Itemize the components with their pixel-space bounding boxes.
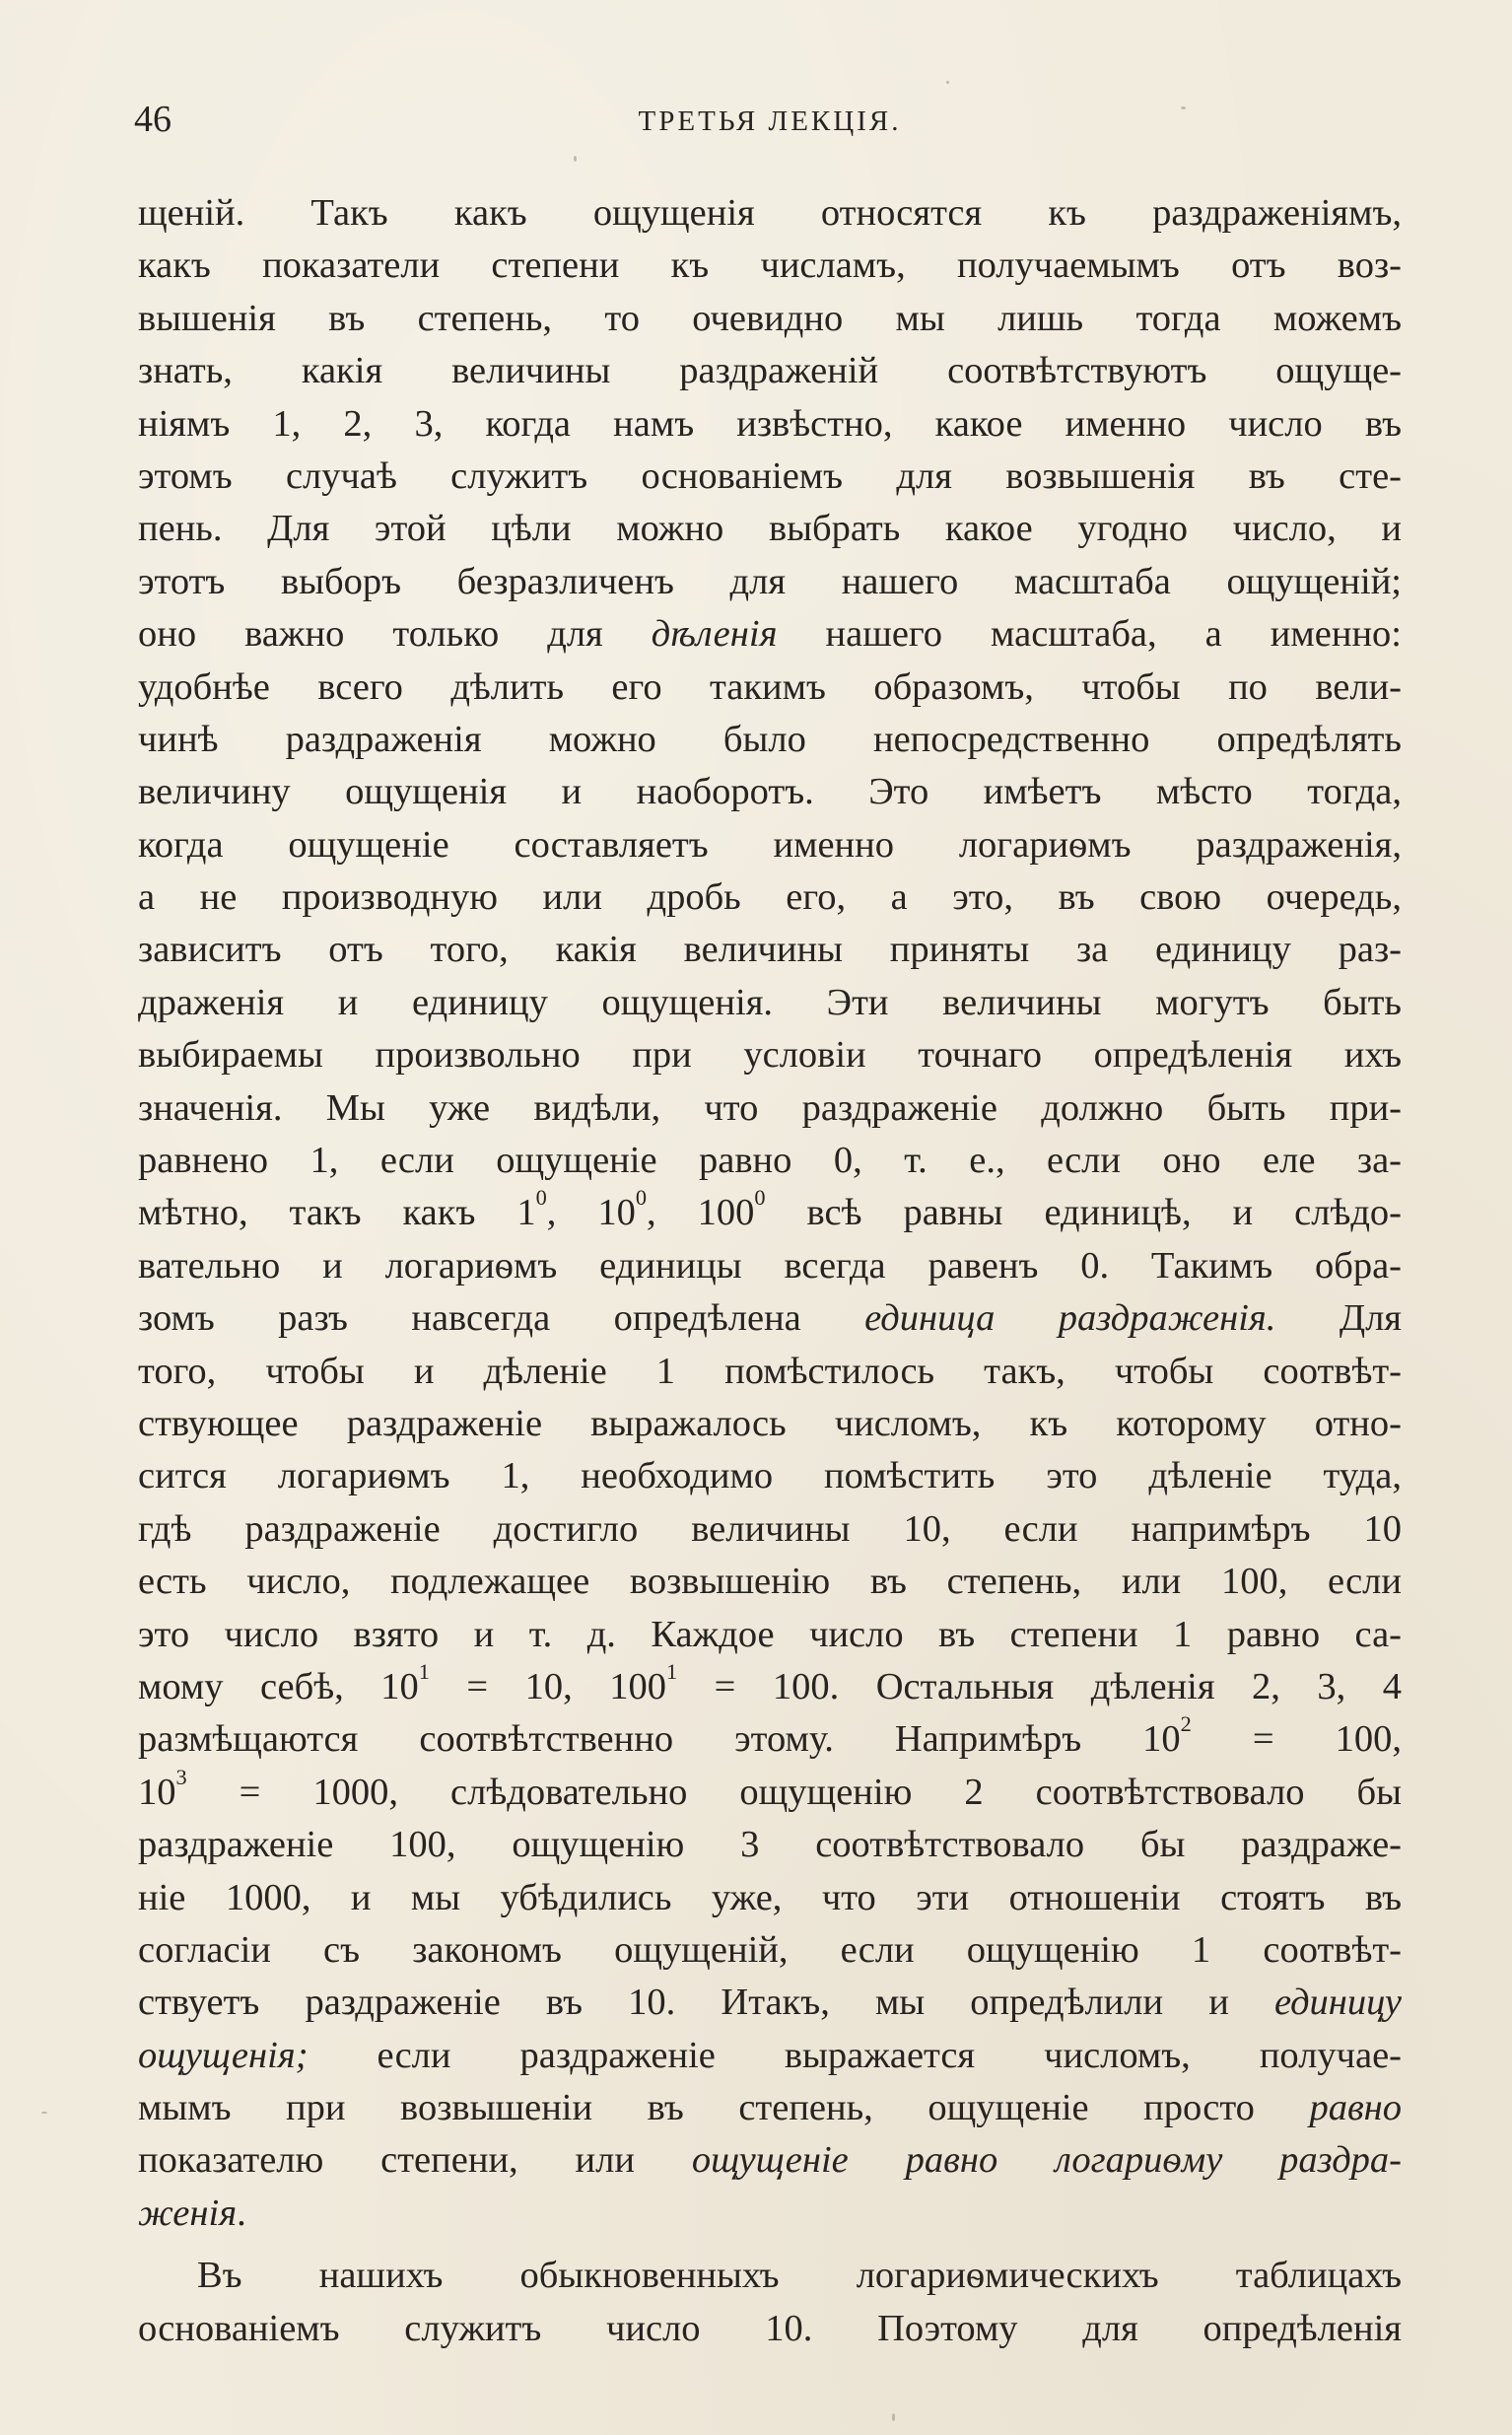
text-line: [138, 1187, 1402, 1239]
text-segment: вательно и логариѳмъ единицы всегда равенъ 0. Такимъ обра-: [138, 1244, 1402, 1287]
text-segment: Для: [1275, 1297, 1402, 1340]
text-segment: мымъ при возвышеніи въ степень, ощущеніе просто: [138, 2087, 1310, 2129]
text-segment: ніямъ 1, 2, 3, когда намъ извѣстно, какое именно число въ: [138, 402, 1402, 445]
text-line: [138, 2082, 1402, 2134]
text-line: [138, 1713, 1402, 1766]
text-line: [138, 451, 1402, 503]
text-line: [138, 1503, 1402, 1556]
italic-text: единица раздраженія.: [864, 1297, 1276, 1340]
paper-speck: [41, 2112, 47, 2114]
text-segment: равнено 1, если ощущеніе равно 0, т. е., если оно еле за-: [138, 1140, 1402, 1182]
text-segment: ствуетъ раздраженіе въ 10. Итакъ, мы опредѣлили и: [138, 1982, 1274, 2024]
text-segment: ствующее раздраженіе выражалось числомъ, къ которому отно-: [138, 1402, 1402, 1444]
text-segment: сится логариѳмъ 1, необходимо помѣстить это дѣленіе туда,: [138, 1455, 1402, 1497]
text-segment: Въ нашихъ обыкновенныхъ логариѳмическихъ таблицахъ: [197, 2255, 1402, 2297]
text-segment: согласіи съ закономъ ощущеній, если ощущенію 1 соотвѣт-: [138, 1928, 1402, 1971]
text-segment: вышенія въ степень, то очевидно мы лишь тогда можемъ: [138, 297, 1402, 339]
text-line: [138, 1082, 1402, 1135]
text-segment: какъ показатели степени къ числамъ, получаемымъ отъ воз-: [138, 244, 1402, 287]
italic-text: ощущенія;: [138, 2034, 309, 2076]
text-line: [138, 503, 1402, 555]
text-segment: когда ощущеніе составляетъ именно логариѳмъ раздраженія,: [138, 823, 1402, 866]
text-segment: показателю степени, или: [138, 2139, 692, 2182]
text-segment: , 100: [647, 1192, 755, 1234]
paper-speck: [574, 156, 577, 162]
superscript: 1: [418, 1660, 430, 1684]
superscript: 3: [175, 1766, 187, 1789]
italic-text: дѣленія: [651, 613, 778, 656]
text-line: [138, 2188, 1402, 2240]
text-line: [138, 2250, 1402, 2302]
text-line: [138, 240, 1402, 292]
text-segment: зависитъ отъ того, какія величины приняты за единицу раз-: [138, 929, 1402, 971]
text-segment: величину ощущенія и наоборотъ. Это имѣетъ мѣсто тогда,: [138, 771, 1402, 813]
text-line: [138, 1292, 1402, 1345]
superscript: 0: [635, 1187, 648, 1211]
text-segment: удобнѣе всего дѣлить его такимъ образомъ, чтобы по вели-: [138, 665, 1402, 708]
text-segment: драженія и единицу ощущенія. Эти величины могутъ быть: [138, 981, 1402, 1023]
text-segment: щеній. Такъ какъ ощущенія относятся къ раздраженіямъ,: [138, 192, 1402, 234]
superscript: 0: [535, 1187, 547, 1211]
body-text: [138, 187, 1402, 2355]
text-segment: выбираемы произвольно при условіи точнаго опредѣленія ихъ: [138, 1034, 1402, 1077]
text-line: [138, 608, 1402, 661]
text-line: [138, 1450, 1402, 1502]
text-line: [138, 293, 1402, 345]
page-header: [134, 95, 1406, 144]
superscript: 2: [1180, 1713, 1192, 1737]
text-line: [138, 871, 1402, 924]
text-segment: мому себѣ, 10: [138, 1665, 419, 1707]
text-segment: если раздраженіе выражается числомъ, получае-: [308, 2034, 1402, 2076]
text-line: [138, 1609, 1402, 1661]
page-number: 46: [134, 99, 172, 140]
text-segment: .: [237, 2192, 246, 2234]
text-segment: оно важно только для: [138, 613, 652, 656]
text-segment: того, чтобы и дѣленіе 1 помѣстилось такъ, чтобы соотвѣт-: [138, 1350, 1402, 1392]
text-line: [138, 556, 1402, 608]
italic-text: ощущеніе равно логариѳму раздра-: [691, 2139, 1402, 2182]
italic-text: женія: [138, 2192, 238, 2234]
text-segment: нашего масштаба, а именно:: [777, 613, 1402, 656]
text-segment: ніе 1000, и мы убѣдились уже, что эти отношеніи стоятъ въ: [138, 1876, 1402, 1918]
text-segment: раздраженіе 100, ощущенію 3 соотвѣтствовало бы раздраже-: [138, 1824, 1402, 1866]
text-line: [138, 1661, 1402, 1713]
text-line: [138, 1029, 1402, 1081]
paper-speck: [1181, 106, 1186, 109]
text-line: [138, 1924, 1402, 1977]
text-line: [138, 714, 1402, 766]
text-line: [138, 2303, 1402, 2355]
text-segment: знать, какія величины раздраженій соотвѣтствуютъ ощуще-: [138, 350, 1402, 392]
paper-speck: [892, 2413, 895, 2421]
text-segment: это число взято и т. д. Каждое число въ степени 1 равно са-: [138, 1613, 1402, 1655]
text-line: [138, 977, 1402, 1029]
text-line: [138, 345, 1402, 397]
italic-text: равно: [1309, 2087, 1402, 2129]
text-segment: а не производную или дробь его, а это, въ свою очередь,: [138, 876, 1402, 919]
text-segment: этомъ случаѣ служитъ основаніемъ для возвышенія въ сте-: [138, 454, 1402, 497]
running-title: ТРЕТЬЯ ЛЕКЦІЯ.: [638, 105, 902, 137]
text-line: [138, 2030, 1402, 2082]
text-line: [138, 1398, 1402, 1450]
text-line: [138, 1872, 1402, 1924]
text-line: [138, 924, 1402, 976]
text-segment: значенія. Мы уже видѣли, что раздраженіе должно быть при-: [138, 1086, 1402, 1129]
italic-text: единицу: [1273, 1982, 1402, 2024]
text-line: [138, 1819, 1402, 1871]
text-segment: зомъ разъ навсегда опредѣлена: [138, 1297, 865, 1340]
text-segment: , 10: [546, 1192, 636, 1234]
text-segment: этотъ выборъ безразличенъ для нашего масштаба ощущеній;: [138, 560, 1402, 602]
text-line: [138, 187, 1402, 240]
text-line: [138, 1135, 1402, 1187]
text-line: [138, 398, 1402, 451]
text-line: [138, 661, 1402, 714]
text-segment: = 1000, слѣдовательно ощущенію 2 соотвѣтствовало бы: [186, 1771, 1402, 1813]
text-segment: мѣтно, такъ какъ 1: [138, 1192, 536, 1234]
text-line: [138, 2134, 1402, 2187]
superscript: 0: [754, 1187, 766, 1211]
text-line: [138, 1977, 1402, 2029]
text-segment: всѣ равны единицѣ, и слѣдо-: [765, 1192, 1402, 1234]
text-segment: основаніемъ служитъ число 10. Поэтому для опредѣленія: [138, 2307, 1402, 2349]
text-segment: есть число, подлежащее возвышенію въ степень, или 100, если: [138, 1561, 1402, 1603]
text-segment: = 100,: [1191, 1718, 1402, 1761]
text-segment: чинѣ раздраженія можно было непосредственно опредѣлять: [138, 718, 1402, 760]
text-line: [138, 819, 1402, 871]
text-segment: размѣщаются соотвѣтственно этому. Напримѣръ 10: [138, 1718, 1181, 1761]
text-line: [138, 1556, 1402, 1608]
text-line: [138, 766, 1402, 818]
superscript: 1: [665, 1660, 678, 1684]
text-segment: = 100. Остальныя дѣленія 2, 3, 4: [677, 1665, 1402, 1707]
text-segment: гдѣ раздраженіе достигло величины 10, если напримѣръ 10: [138, 1507, 1402, 1550]
text-segment: 10: [138, 1771, 176, 1813]
text-line: [138, 1346, 1402, 1398]
text-line: [138, 1767, 1402, 1819]
text-line: [138, 1240, 1402, 1292]
paper-speck: [946, 81, 949, 84]
text-segment: пень. Для этой цѣли можно выбрать какое угодно число, и: [138, 508, 1402, 550]
text-segment: = 10, 100: [429, 1665, 666, 1707]
